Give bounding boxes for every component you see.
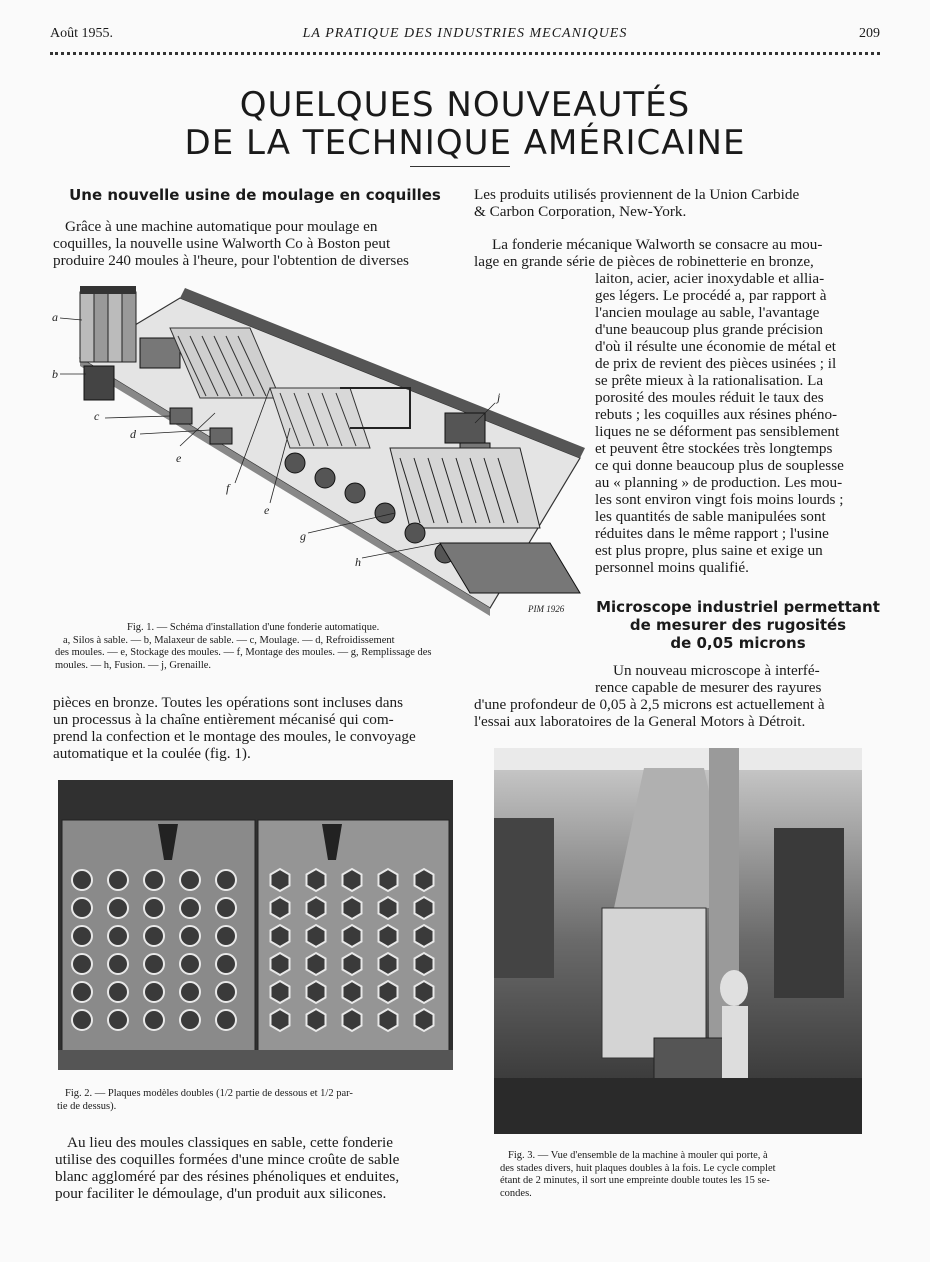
pattern-cavity [72, 870, 92, 890]
pattern-cavity [144, 898, 164, 918]
pattern-cavity [415, 1009, 434, 1031]
text-line: Un nouveau microscope à interfé- [613, 662, 820, 679]
caption-line: tie de dessus). [57, 1100, 117, 1112]
caption-line: des moules. — e, Stockage des moules. — f, Montage des moules. — g, Remplissage des [55, 647, 432, 658]
article2-full [474, 696, 880, 730]
pattern-cavity [307, 981, 326, 1003]
pattern-cavity [144, 982, 164, 1002]
pattern-cavity [144, 954, 164, 974]
right-col-top [474, 186, 880, 220]
text-line: Les produits utilisés proviennent de la Union Carbide [474, 186, 800, 203]
pattern-cavity [379, 953, 398, 975]
fig1-stamp: PIM 1926 [528, 604, 565, 614]
fig3-photo [494, 748, 862, 1134]
pattern-cavity [307, 953, 326, 975]
pattern-cavity [307, 897, 326, 919]
issue-date: Août 1955. [50, 26, 113, 41]
pattern-cavity [108, 898, 128, 918]
pattern-cavity [307, 869, 326, 891]
pattern-cavity [108, 1010, 128, 1030]
pattern-cavity [415, 869, 434, 891]
text-line: les quantités de sable manipulées sont [595, 508, 826, 525]
text-line: prend la confection et le montage des moules, le convoyage [53, 728, 416, 745]
article1-coquilles [55, 1134, 455, 1202]
pattern-cavity [271, 897, 290, 919]
pattern-cavity [72, 1010, 92, 1030]
heading-line: de 0,05 microns [670, 634, 806, 652]
pattern-cavity [180, 870, 200, 890]
caption-line: Fig. 3. — Vue d'ensemble de la machine à mouler qui porte, à [508, 1150, 768, 1161]
pattern-cavity [72, 982, 92, 1002]
text-line: rence capable de mesurer des rayures [595, 679, 822, 696]
article1-intro [53, 218, 457, 269]
text-line: liques ne se déforment pas sensiblement [595, 423, 840, 440]
text-line: personnel moins qualifié. [595, 559, 749, 576]
text-line: réduites dans le même rapport ; l'usine [595, 525, 829, 542]
pattern-cavity [144, 926, 164, 946]
title-rule [410, 166, 510, 167]
text-line: est plus propre, plus saine et exige un [595, 542, 823, 559]
fig1-label-f: f [226, 481, 230, 495]
text-line: un processus à la chaîne entièrement mécanisé qui com- [53, 711, 394, 728]
fig1-diagram [50, 278, 585, 618]
pattern-cavity [415, 897, 434, 919]
heading-line: de mesurer des rugosités [629, 616, 847, 634]
pattern-cavity [271, 981, 290, 1003]
fig1-label-b: b [52, 367, 58, 381]
pattern-cavity [415, 981, 434, 1003]
caption-line: condes. [500, 1187, 532, 1199]
pattern-cavity [379, 869, 398, 891]
pattern-cavity [108, 982, 128, 1002]
text-line: d'une beaucoup plus grande précision [595, 321, 823, 338]
pattern-cavity [216, 1010, 236, 1030]
title-line-1: QUELQUES NOUVEAUTÉS [239, 85, 691, 125]
pattern-cavity [307, 925, 326, 947]
fig1-label-e: e [176, 451, 182, 465]
fig1-caption [55, 622, 577, 672]
text-line: rebuts ; les coquilles aux résines phéno- [595, 406, 838, 423]
text-line: au « planning » de production. Les mou- [595, 474, 843, 491]
caption-line: moules. — h, Fusion. — j, Grenaille. [55, 659, 212, 671]
text-line: de prix de revient des pièces usinées ; il [595, 355, 837, 372]
article2-heading [590, 598, 886, 652]
pattern-cavity [180, 954, 200, 974]
text-line: automatique et la coulée (fig. 1). [53, 745, 251, 762]
text-line: pour faciliter le démoulage, d'un produit aux silicones. [55, 1185, 387, 1202]
pattern-cavity [216, 926, 236, 946]
pattern-cavity [271, 953, 290, 975]
pattern-cavity [108, 870, 128, 890]
pattern-cavity [108, 926, 128, 946]
fig1-label-a: a [52, 310, 58, 324]
pattern-cavity [343, 953, 362, 975]
text-line: se prête mieux à la rationalisation. La [595, 372, 824, 389]
pattern-cavity [216, 870, 236, 890]
dotted-rule [50, 52, 880, 56]
pattern-cavity [271, 1009, 290, 1031]
fig2-photo [58, 780, 453, 1070]
pattern-cavity [180, 1010, 200, 1030]
pattern-cavity [180, 926, 200, 946]
text-line: Au lieu des moules classiques en sable, cette fonderie [67, 1134, 394, 1151]
article1-heading: Une nouvelle usine de moulage en coquilles [69, 186, 441, 204]
pattern-cavity [307, 1009, 326, 1031]
pattern-cavity [72, 898, 92, 918]
journal-title: LA PRATIQUE DES INDUSTRIES MECANIQUES [302, 26, 628, 41]
text-line: Grâce à une machine automatique pour moulage en [65, 218, 378, 235]
pattern-cavity [271, 869, 290, 891]
text-line: porosité des moules réduit le taux des [595, 389, 824, 406]
pattern-cavity [271, 925, 290, 947]
text-line: blanc aggloméré par des résines phénoliques et enduites, [55, 1168, 400, 1185]
article1-continued [53, 694, 457, 762]
text-line: ges légers. Le procédé a, par rapport à [595, 287, 827, 304]
pattern-cavity [144, 1010, 164, 1030]
fig1-label-g: g [300, 529, 306, 543]
text-line: d'une profondeur de 0,05 à 2,5 microns est actuellement à [474, 696, 825, 713]
pattern-cavity [343, 897, 362, 919]
text-line: et peuvent être stockées très longtemps [595, 440, 833, 457]
pattern-cavity [343, 869, 362, 891]
pattern-cavity [216, 982, 236, 1002]
caption-line: a, Silos à sable. — b, Malaxeur de sable. — c, Moulage. — d, Refroidissement [63, 634, 395, 646]
page-title [0, 86, 930, 162]
pattern-cavity [379, 1009, 398, 1031]
text-line: produire 240 moules à l'heure, pour l'obtention de diverses [53, 252, 409, 269]
pattern-cavity [144, 870, 164, 890]
page-number: 209 [859, 26, 880, 41]
pattern-cavity [343, 981, 362, 1003]
pattern-cavity [343, 925, 362, 947]
fig1-label-j: j [497, 390, 501, 404]
text-line: les sont environ vingt fois moins lourds ; [595, 491, 844, 508]
pattern-cavity [415, 925, 434, 947]
right-col-narrow [595, 270, 881, 576]
caption-line: Fig. 1. — Schéma d'installation d'une fonderie automatique. [127, 622, 380, 633]
caption-line: des stades divers, huit plaques doubles à la fois. Le cycle complet [500, 1162, 776, 1174]
text-line: laiton, acier, acier inoxydable et allia- [595, 270, 825, 287]
text-line: d'où il résulte une économie de métal et [595, 338, 837, 355]
pattern-cavity [72, 926, 92, 946]
fig3-caption [500, 1150, 880, 1200]
pattern-cavity [379, 925, 398, 947]
pattern-cavity [180, 898, 200, 918]
pattern-cavity [180, 982, 200, 1002]
text-line: pièces en bronze. Toutes les opérations sont incluses dans [53, 694, 403, 711]
fig1-label-c: c [94, 409, 100, 423]
pattern-cavity [379, 981, 398, 1003]
right-col-para [474, 236, 880, 270]
pattern-cavity [216, 898, 236, 918]
pattern-cavity [108, 954, 128, 974]
text-line: & Carbon Corporation, New-York. [474, 203, 687, 220]
pattern-cavity [415, 953, 434, 975]
pattern-cavity [343, 1009, 362, 1031]
text-line: l'ancien moulage au sable, l'avantage [595, 304, 820, 321]
text-line: La fonderie mécanique Walworth se consacre au mou- [492, 236, 823, 253]
fig1-label-e2: e [264, 503, 270, 517]
running-header [50, 26, 880, 46]
text-line: ce qui donne beaucoup plus de souplesse [595, 457, 844, 474]
text-line: l'essai aux laboratoires de la General Motors à Détroit. [474, 713, 806, 730]
text-line: lage en grande série de pièces de robinetterie en bronze, [474, 253, 814, 270]
caption-line: Fig. 2. — Plaques modèles doubles (1/2 partie de dessous et 1/2 par- [65, 1088, 353, 1099]
pattern-cavity [72, 954, 92, 974]
title-line-2: DE LA TECHNIQUE AMÉRICAINE [184, 123, 746, 163]
text-line: utilise des coquilles formées d'une mince croûte de sable [55, 1151, 400, 1168]
fig2-caption [57, 1088, 457, 1113]
text-line: coquilles, la nouvelle usine Walworth Co à Boston peut [53, 235, 391, 252]
fig1-label-h: h [355, 555, 361, 569]
article2-narrow [595, 662, 881, 696]
caption-line: étant de 2 minutes, il sort une empreinte double toutes les 15 se- [500, 1175, 770, 1186]
pattern-cavity [379, 897, 398, 919]
pattern-cavity [216, 954, 236, 974]
fig1-label-d: d [130, 427, 136, 441]
heading-line: Microscope industriel permettant [596, 598, 880, 616]
